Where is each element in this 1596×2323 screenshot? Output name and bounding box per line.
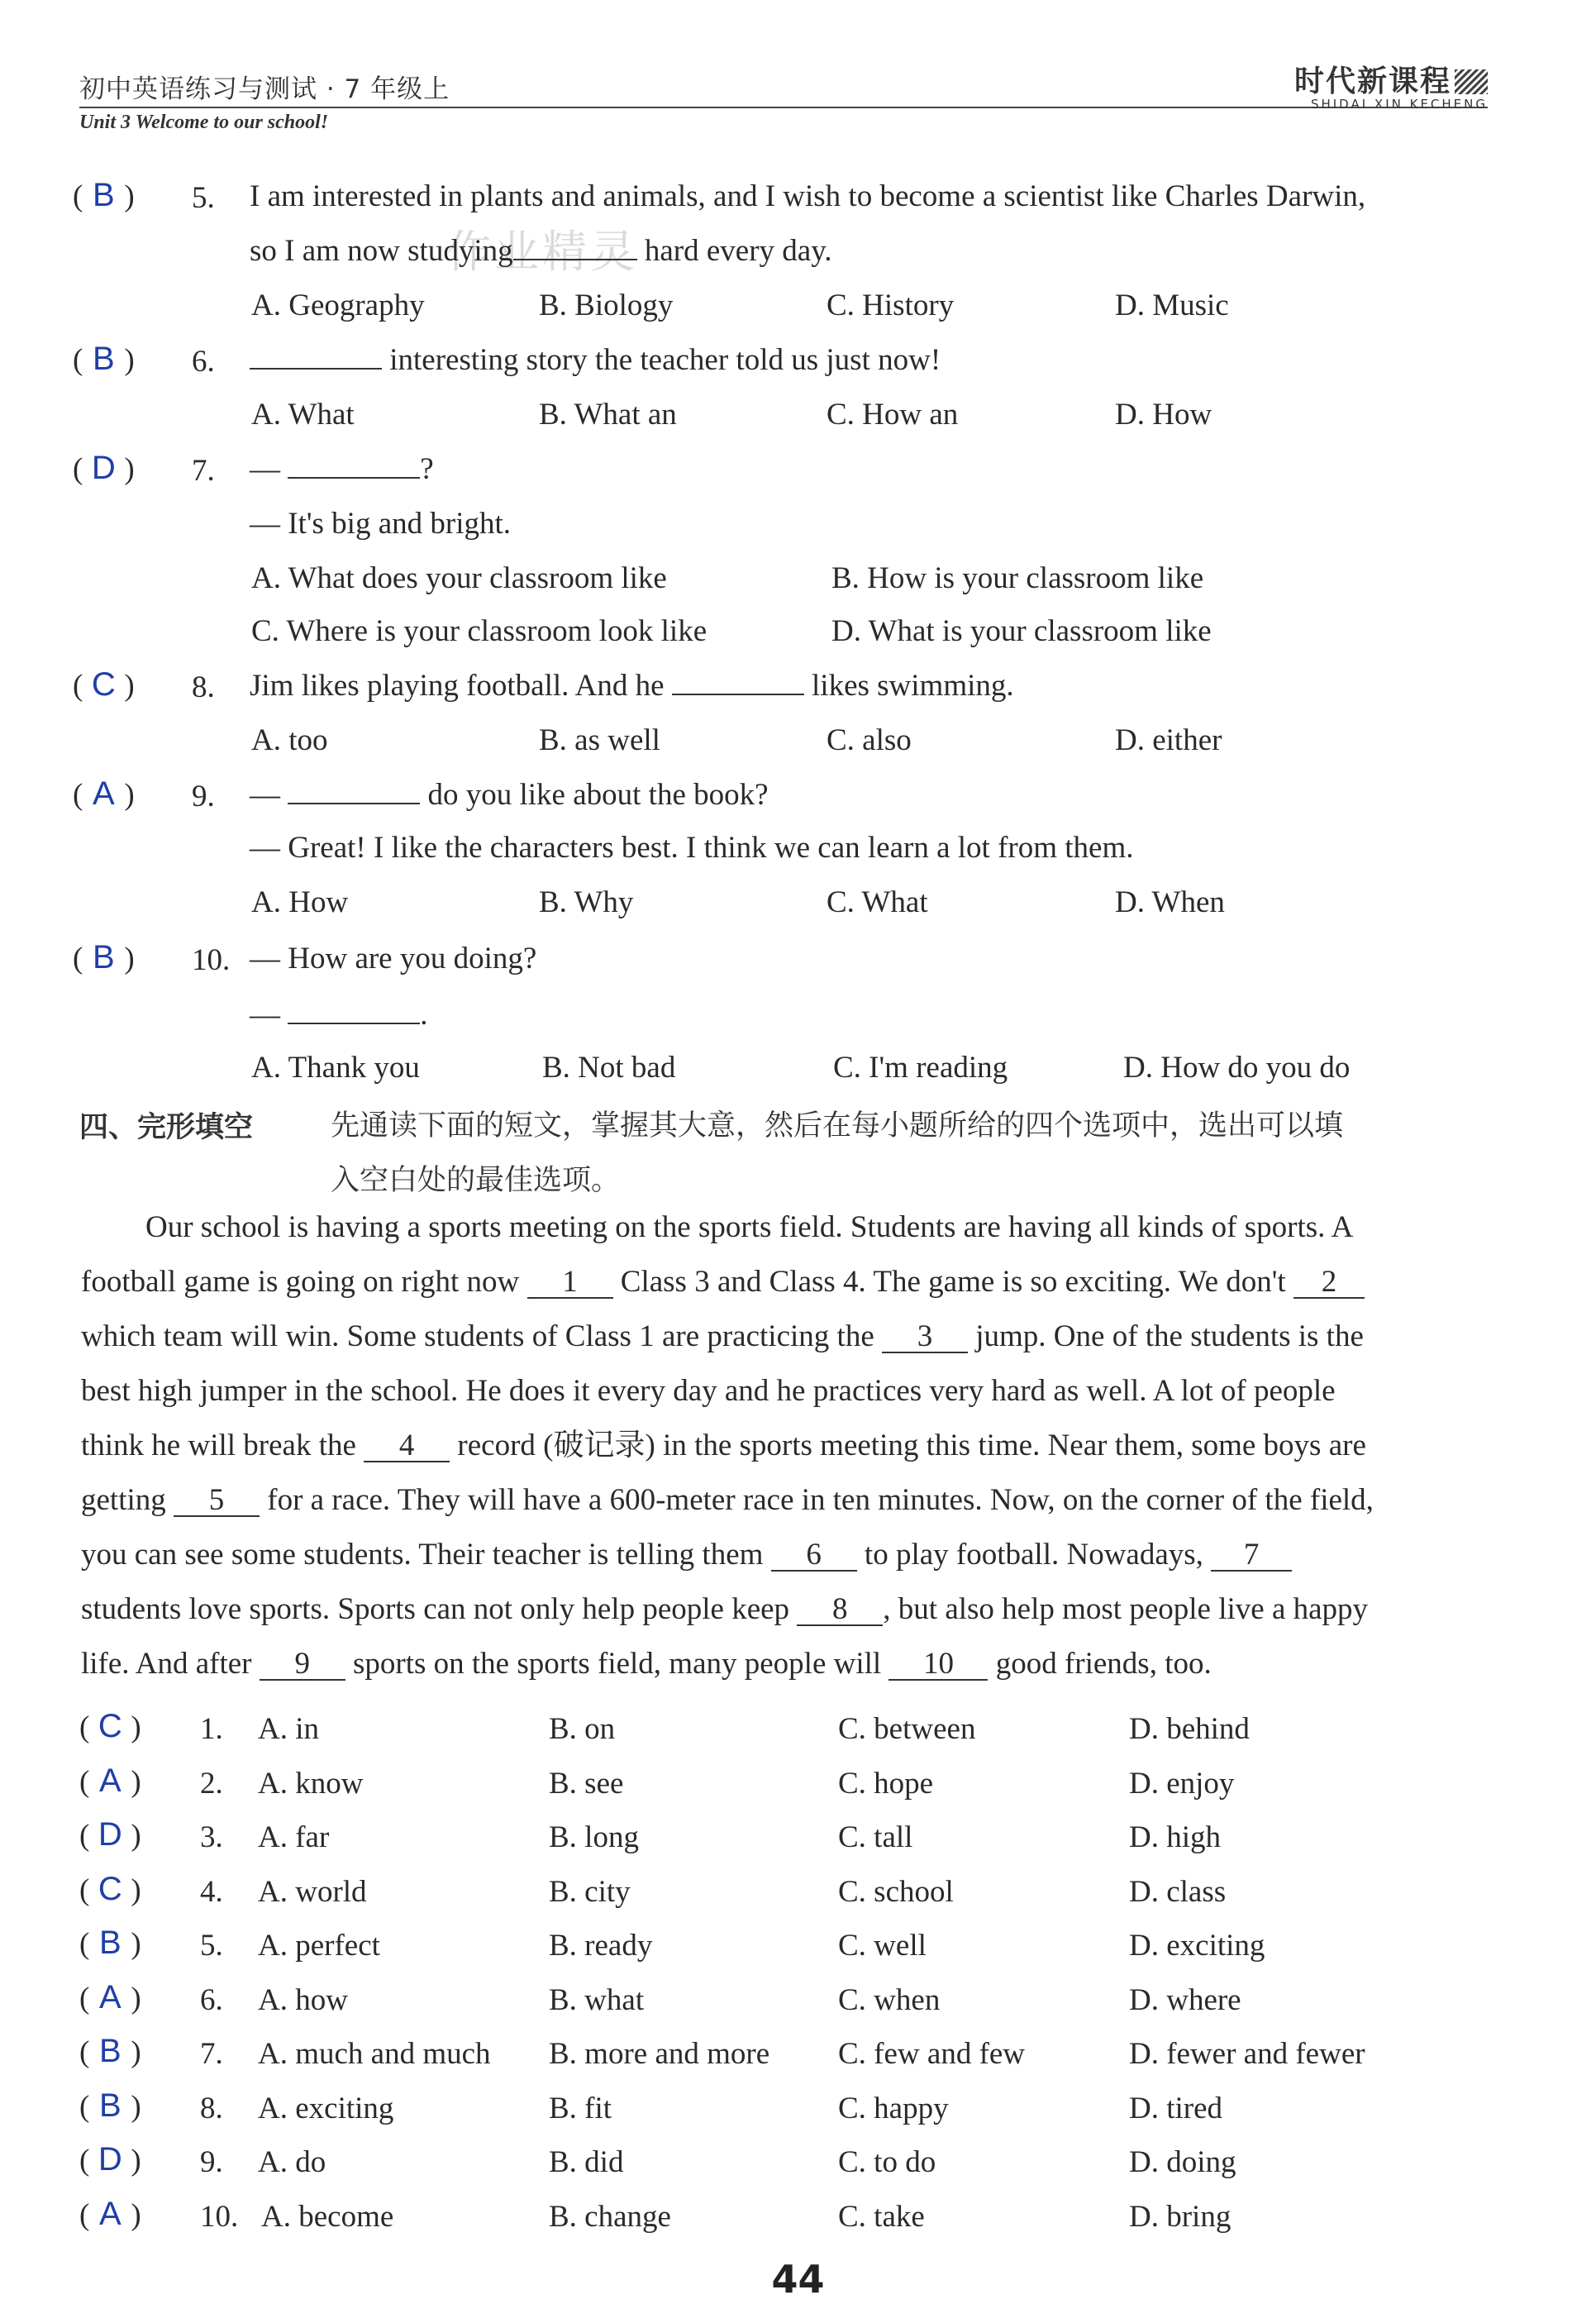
- option-a[interactable]: A. Thank you: [251, 1051, 420, 1085]
- question-text: Jim likes playing football. And he likes swimming.: [250, 669, 1014, 703]
- option-b[interactable]: B. more and more: [549, 2037, 770, 2071]
- answer-bracket: ( A ): [73, 775, 135, 812]
- option-b[interactable]: B. Not bad: [542, 1051, 676, 1085]
- brand-pinyin: SHIDAI XIN KECHENG: [1310, 97, 1488, 112]
- brand-logo: [1294, 58, 1488, 112]
- option-a[interactable]: A. What: [251, 398, 355, 432]
- option-b[interactable]: B. Why: [539, 885, 634, 919]
- option-b[interactable]: B. see: [549, 1767, 624, 1801]
- answer-bracket: ( A ): [79, 2196, 141, 2232]
- answer-bracket: ( B ): [79, 2033, 141, 2069]
- option-d[interactable]: D. tired: [1129, 2092, 1223, 2125]
- answer-blank[interactable]: [288, 452, 420, 479]
- passage-line: which team will win. Some students of Class 1 are practicing the 3 jump. One of the students is the: [81, 1319, 1364, 1353]
- option-a[interactable]: A. What does your classroom like: [251, 561, 667, 595]
- brand-name: 时代新课程: [1293, 64, 1451, 98]
- option-c[interactable]: C. when: [838, 1983, 941, 2017]
- option-a[interactable]: A. know: [258, 1767, 364, 1801]
- option-d[interactable]: D. class: [1129, 1875, 1227, 1909]
- option-b[interactable]: B. How is your classroom like: [831, 561, 1204, 595]
- option-d[interactable]: D. bring: [1129, 2200, 1232, 2234]
- option-c[interactable]: C. to do: [838, 2145, 936, 2179]
- option-c[interactable]: C. History: [827, 289, 955, 322]
- question-number: 10.: [192, 943, 231, 977]
- answer-bracket: ( B ): [73, 939, 135, 975]
- option-d[interactable]: D. How: [1115, 398, 1212, 432]
- passage-line: Our school is having a sports meeting on the sports field. Students are having all kinds of sports. A: [145, 1210, 1354, 1244]
- passage-line: you can see some students. Their teacher is telling them 6 to play football. Nowadays, 7: [81, 1528, 1503, 1582]
- answer: A: [98, 1763, 121, 1799]
- answer-bracket: ( B ): [73, 177, 135, 213]
- question-number: 10.: [200, 2200, 239, 2234]
- question-number: 7.: [192, 454, 215, 488]
- passage-line: students love sports. Sports can not only help people keep 8 , but also help most people live a happy: [81, 1592, 1369, 1626]
- option-b[interactable]: B. city: [549, 1875, 631, 1909]
- question-number: 7.: [200, 2037, 223, 2071]
- answer: B: [92, 341, 115, 377]
- answer-blank[interactable]: [288, 778, 420, 804]
- question-number: 6.: [200, 1983, 223, 2017]
- option-b[interactable]: B. did: [549, 2145, 624, 2179]
- option-a[interactable]: A. Geography: [251, 289, 425, 322]
- option-c[interactable]: C. few and few: [838, 2037, 1026, 2071]
- option-d[interactable]: D. What is your classroom like: [831, 614, 1212, 648]
- answer-blank[interactable]: [513, 234, 637, 260]
- unit-title: Unit 3 Welcome to our school!: [79, 112, 329, 133]
- option-c[interactable]: C. between: [838, 1712, 976, 1746]
- option-d[interactable]: D. How do you do: [1123, 1051, 1351, 1085]
- cloze-blank[interactable]: 8: [797, 1594, 883, 1626]
- option-b[interactable]: B. Biology: [539, 289, 674, 322]
- cloze-blank[interactable]: 1: [527, 1266, 613, 1299]
- answer: B: [92, 939, 115, 975]
- option-b[interactable]: B. as well: [539, 723, 660, 757]
- question-number: 5.: [200, 1929, 223, 1963]
- answer: D: [98, 1816, 122, 1853]
- option-d[interactable]: D. either: [1115, 723, 1222, 757]
- option-c[interactable]: C. happy: [838, 2092, 949, 2125]
- passage-line: think he will break the 4 record (破记录) in the sports meeting this time. Near them, some boys are: [81, 1429, 1366, 1462]
- option-c[interactable]: C. How an: [827, 398, 959, 432]
- passage-line: best high jumper in the school. He does it every day and he practices very hard as well. A lot of people: [81, 1374, 1336, 1408]
- question-text: I am interested in plants and animals, and I wish to become a scientist like Charles Darwin,: [250, 179, 1366, 213]
- option-c[interactable]: C. hope: [838, 1767, 934, 1801]
- option-c[interactable]: C. What: [827, 885, 928, 919]
- answer-bracket: ( B ): [79, 2087, 141, 2124]
- answer: B: [98, 2087, 121, 2124]
- option-a[interactable]: A. perfect: [258, 1929, 380, 1963]
- response-text: — .: [250, 998, 428, 1032]
- option-b[interactable]: B. What an: [539, 398, 677, 432]
- question-number: 8.: [200, 2092, 223, 2125]
- question-number: 6.: [192, 345, 215, 379]
- option-c[interactable]: C. well: [838, 1929, 927, 1963]
- question-number: 4.: [200, 1875, 223, 1909]
- header-rule: [79, 107, 1488, 108]
- option-d[interactable]: D. where: [1129, 1983, 1241, 2017]
- question-text: — How are you doing?: [250, 942, 537, 975]
- brand-mark-icon: [1455, 69, 1488, 94]
- question-text: — ?: [250, 452, 434, 486]
- answer-bracket: ( B ): [73, 341, 135, 377]
- option-c[interactable]: C. I'm reading: [833, 1051, 1008, 1085]
- cloze-blank[interactable]: 4: [364, 1430, 450, 1462]
- option-a[interactable]: A. much and much: [258, 2037, 491, 2071]
- page-number: 44: [771, 2257, 825, 2302]
- option-c[interactable]: C. school: [838, 1875, 954, 1909]
- question-number: 3.: [200, 1820, 223, 1854]
- question-number: 2.: [200, 1767, 223, 1801]
- question-number: 9.: [200, 2145, 223, 2179]
- option-d[interactable]: D. Music: [1115, 289, 1229, 322]
- cloze-blank[interactable]: 6: [771, 1539, 857, 1572]
- answer: B: [98, 2033, 121, 2069]
- question-number: 1.: [200, 1712, 223, 1746]
- answer: A: [92, 775, 115, 812]
- option-d[interactable]: D. high: [1129, 1820, 1221, 1854]
- option-d[interactable]: D. enjoy: [1129, 1767, 1235, 1801]
- answer: B: [98, 1925, 121, 1961]
- cloze-blank[interactable]: 2: [1293, 1266, 1365, 1299]
- answer-blank[interactable]: [672, 669, 804, 695]
- option-b[interactable]: B. ready: [549, 1929, 653, 1963]
- answer-bracket: ( B ): [79, 1925, 141, 1961]
- answer: D: [98, 2141, 122, 2178]
- question-number: 9.: [192, 780, 215, 813]
- cloze-blank[interactable]: 10: [889, 1648, 988, 1681]
- answer-blank[interactable]: [288, 998, 420, 1024]
- option-a[interactable]: A. become: [261, 2200, 394, 2234]
- cloze-passage: [81, 1200, 1503, 1691]
- option-a[interactable]: A. far: [258, 1820, 330, 1854]
- answer: A: [98, 1979, 121, 2015]
- option-a[interactable]: A. How: [251, 885, 349, 919]
- option-b[interactable]: B. long: [549, 1820, 639, 1854]
- response-text: — Great! I like the characters best. I think we can learn a lot from them.: [250, 831, 1134, 865]
- passage-line: life. And after 9 sports on the sports field, many people will 10 good friends, too.: [81, 1647, 1212, 1681]
- question-number: 5.: [192, 181, 215, 215]
- answer-bracket: ( D ): [73, 450, 135, 486]
- response-text: — It's big and bright.: [250, 507, 511, 541]
- section-instructions: 先通读下面的短文，掌握其大意，然后在每小题所给的四个选项中，选出可以填: [331, 1109, 1344, 1142]
- question-number: 8.: [192, 670, 215, 704]
- option-a[interactable]: A. exciting: [258, 2092, 394, 2125]
- question-text: interesting story the teacher told us just now!: [250, 342, 941, 378]
- option-d[interactable]: D. fewer and fewer: [1129, 2037, 1365, 2071]
- answer: D: [91, 450, 116, 486]
- option-d[interactable]: D. behind: [1129, 1712, 1250, 1746]
- passage-line: getting 5 for a race. They will have a 600-meter race in ten minutes. Now, on the corner of the field,: [81, 1483, 1374, 1517]
- cloze-blank[interactable]: 7: [1211, 1539, 1292, 1572]
- answer-bracket: ( A ): [79, 1763, 141, 1799]
- option-a[interactable]: A. how: [258, 1983, 348, 2017]
- answer-bracket: ( D ): [79, 2141, 141, 2178]
- option-a[interactable]: A. do: [258, 2145, 326, 2179]
- cloze-blank[interactable]: 5: [174, 1485, 260, 1517]
- option-b[interactable]: B. on: [549, 1712, 616, 1746]
- option-d[interactable]: D. doing: [1129, 2145, 1236, 2179]
- section-instructions: 入空白处的最佳选项。: [331, 1164, 621, 1197]
- option-b[interactable]: B. what: [549, 1983, 645, 2017]
- option-c[interactable]: C. also: [827, 723, 912, 757]
- answer: C: [91, 666, 116, 703]
- answer: C: [98, 1708, 122, 1744]
- option-b[interactable]: B. fit: [549, 2092, 612, 2125]
- answer-blank[interactable]: [250, 343, 382, 370]
- answer-bracket: ( C ): [79, 1871, 141, 1907]
- book-title: 初中英语练习与测试 · 7 年级上: [79, 74, 450, 104]
- cloze-blank[interactable]: 9: [260, 1648, 345, 1681]
- answer: B: [92, 177, 115, 213]
- option-c[interactable]: C. take: [838, 2200, 925, 2234]
- option-b[interactable]: B. change: [549, 2200, 671, 2234]
- question-text: — do you like about the book?: [250, 778, 769, 812]
- answer-bracket: ( C ): [73, 666, 135, 703]
- cloze-blank[interactable]: 3: [882, 1321, 968, 1353]
- option-c[interactable]: C. tall: [838, 1820, 913, 1854]
- option-a[interactable]: A. too: [251, 723, 328, 757]
- option-d[interactable]: D. exciting: [1129, 1929, 1265, 1963]
- passage-line: football game is going on right now 1 Class 3 and Class 4. The game is so exciting. We don't 2: [81, 1255, 1503, 1309]
- section-title: 四、完形填空: [79, 1111, 254, 1144]
- option-a[interactable]: A. world: [258, 1875, 367, 1909]
- option-a[interactable]: A. in: [258, 1712, 319, 1746]
- answer-bracket: ( A ): [79, 1979, 141, 2015]
- question-text: so I am now studying hard every day.: [250, 234, 832, 268]
- answer-bracket: ( D ): [79, 1816, 141, 1853]
- option-c[interactable]: C. Where is your classroom look like: [251, 614, 707, 648]
- answer: C: [98, 1871, 122, 1907]
- option-d[interactable]: D. When: [1115, 885, 1225, 919]
- watermark: 作业精灵: [446, 226, 638, 278]
- answer: A: [98, 2196, 121, 2232]
- answer-bracket: ( C ): [79, 1708, 141, 1744]
